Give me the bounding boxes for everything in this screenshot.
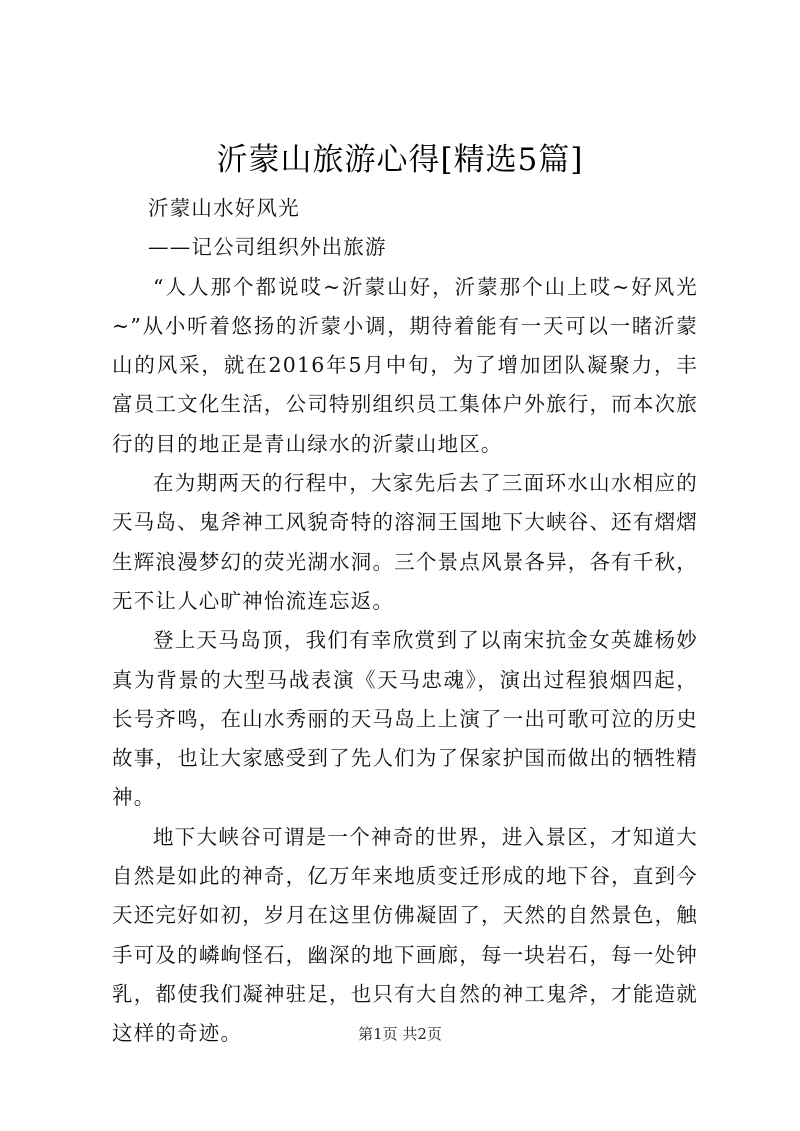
document-title: 沂蒙山旅游心得[精选5篇]	[216, 142, 584, 178]
subtitle: 沂蒙山水好风光	[148, 196, 300, 220]
paragraph-4: 地下大峡谷可谓是一个神奇的世界，进入景区，才知道大自然是如此的神奇，亿万年来地质变迁形成的地下谷，直到今天还完好如初，岁月在这里仿佛凝固了，天然的自然景色，触手可及的嶙峋怪石，幽深的地下画廊，每一块岩石，每一处钟乳，都使我们凝神驻足，也只有大自然的神工鬼斧，才能造就这样的奇迹。	[112, 824, 698, 1046]
document-body	[112, 189, 698, 1054]
page-footer: 第1页 共2页	[358, 1025, 442, 1043]
byline: ——记公司组织外出旅游	[148, 235, 387, 260]
paragraph-2: 在为期两天的行程中，大家先后去了三面环水山水相应的天马岛、鬼斧神工风貌奇特的溶洞王国地下大峡谷、还有熠熠生辉浪漫梦幻的荧光湖水洞。三个景点风景各异，各有千秋，无不让人心旷神怡流连忘返。	[112, 471, 698, 613]
paragraph-3: 登上天马岛顶，我们有幸欣赏到了以南宋抗金女英雄杨妙真为背景的大型马战表演《天马忠魂》，演出过程狼烟四起，长号齐鸣，在山水秀丽的天马岛上上演了一出可歌可泣的历史故事，也让大家感受到了先人们为了保家护国而做出的牺牲精神。	[112, 628, 698, 810]
paragraph-1: “人人那个都说哎~沂蒙山好，沂蒙那个山上哎~好风光~”从小听着悠扬的沂蒙小调，期待着能有一天可以一睹沂蒙山的风采，就在2016年5月中旬，为了增加团队凝聚力，丰富员工文化生活，公司特别组织员工集体户外旅行，而本次旅行的目的地正是青山绿水的沂蒙山地区。	[112, 274, 698, 456]
